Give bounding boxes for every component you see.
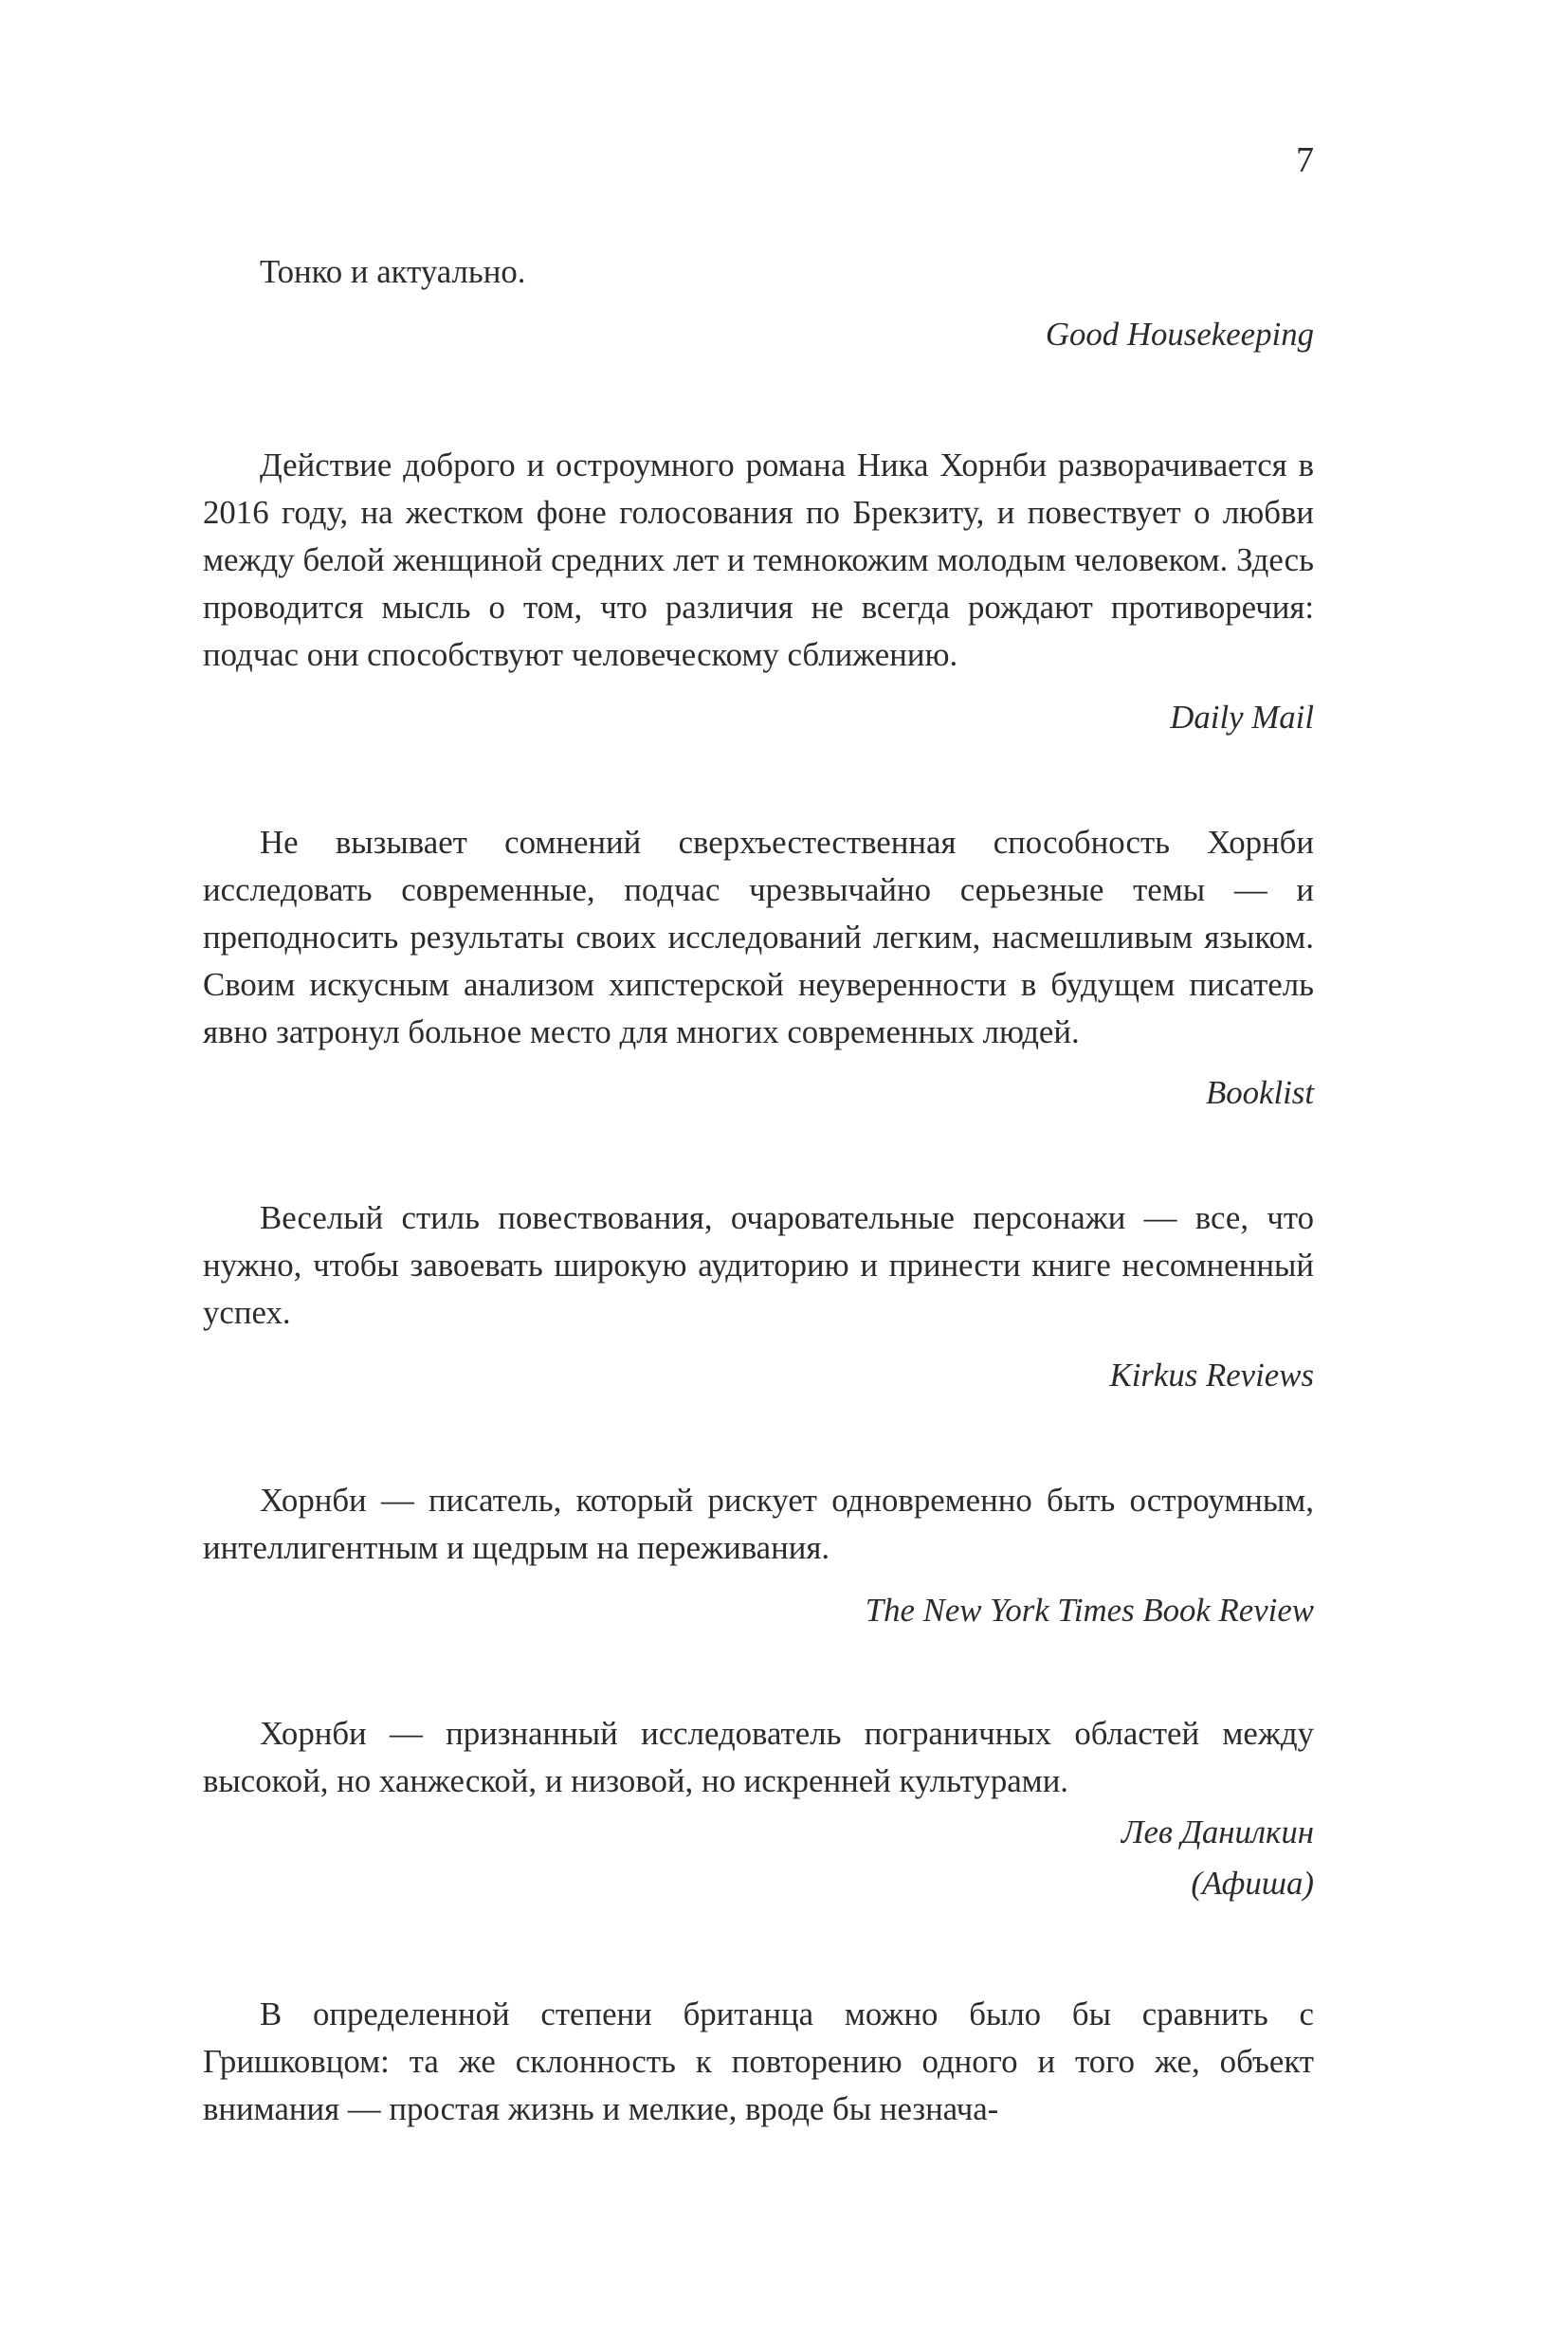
quote-booklist (203, 819, 1314, 1117)
quote-text: Тонко и актуально. (260, 253, 526, 290)
quote-source: Лев Данилкин (1121, 1813, 1314, 1850)
quote-text: Веселый стиль повествования, очаровательные персонажи — все, что нужно, чтобы завоевать широкую аудиторию и принести книге несомненный успех. (203, 1199, 1314, 1331)
quote-text: Действие доброго и остроумного романа Ника Хорнби разворачивается в 2016 году, на жестком фоне голосования по Брекзиту, и повествует о любви между белой женщиной средних лет и темнокожим молодым человеком. Здесь проводится мысль о том, что различия не всегда рождают противоречия: подчас они способствуют человеческому сближению. (203, 447, 1314, 673)
quote-source: Kirkus Reviews (1109, 1357, 1314, 1394)
page-number: 7 (1296, 140, 1314, 180)
quote-text: Не вызывает сомнений сверхъестественная способность Хорнби исследовать современные, подчас чрезвычайно серьезные темы — и преподносить результаты своих исследований легким, насмешливым языком. Своим искусным анализом хипстерской неуверенности в будущем писатель явно затронул больное место для многих современных людей. (203, 824, 1314, 1050)
quote-daily-mail (203, 442, 1314, 741)
quote-kirkus-reviews (203, 1194, 1314, 1399)
quote-source: The New York Times Book Review (865, 1592, 1314, 1629)
quote-source: Booklist (1205, 1074, 1314, 1111)
quote-good-housekeeping (203, 248, 1314, 358)
quote-continued (203, 1991, 1314, 2133)
quote-nyt-book-review (203, 1477, 1314, 1634)
praise-quotes (203, 248, 1314, 2133)
quote-text: Хорнби — писатель, который рискует одновременно быть остроумным, интеллигентным и щедрым на переживания. (203, 1482, 1314, 1566)
quote-source: Good Housekeeping (1045, 316, 1314, 353)
quote-text: В определенной степени британца можно было бы сравнить с Гришковцом: та же склонность к повторению одного и того же, объект внимания — простая жизнь и мелкие, вроде бы незнача- (203, 1996, 1314, 2127)
quote-lev-danilkin (203, 1710, 1314, 1907)
quote-source: Daily Mail (1170, 699, 1314, 736)
quote-text: Хорнби — признанный исследователь пограничных областей между высокой, но ханжеской, и низовой, но искренней культурами. (203, 1715, 1314, 1799)
quote-source-publication: (Афиша) (1191, 1865, 1314, 1902)
